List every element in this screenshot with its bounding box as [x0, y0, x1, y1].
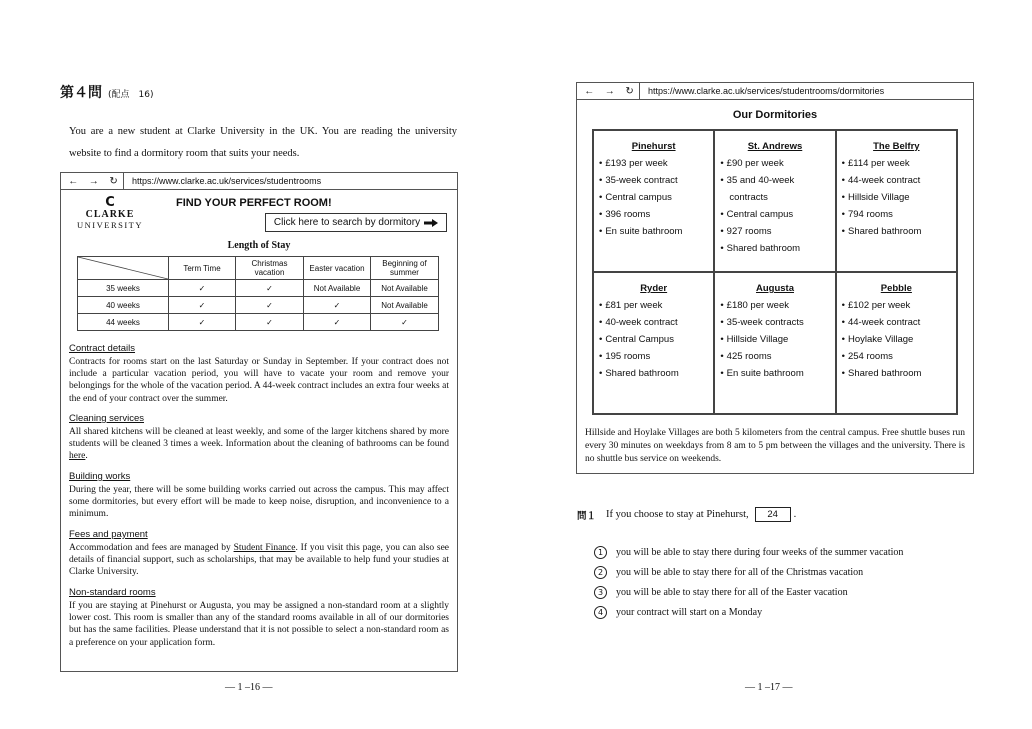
- table-cell: ✓: [169, 280, 236, 297]
- dormitory-name: Ryder: [640, 283, 668, 294]
- list-item: • 44-week contract: [842, 314, 956, 331]
- list-item: • Shared bathroom: [842, 365, 956, 382]
- dormitories-title: Our Dormitories: [732, 109, 818, 121]
- answer-box[interactable]: 24: [755, 507, 791, 522]
- dormitory-features: [720, 297, 834, 382]
- intro-text: You are a new student at Clarke University in the UK. You are reading the university website to find a dormitory room that suits your needs.: [69, 126, 457, 159]
- list-item: • 35-week contract: [599, 172, 713, 189]
- list-item: • £193 per week: [599, 155, 713, 172]
- question-1: [577, 507, 796, 522]
- body-text-end: .: [85, 451, 88, 462]
- section-body: During the year, there will be some building works carried out across the campus. This may affect some dormitories, but every effort will be made to keep noise, disruption, and inconvenience to a minimum.: [69, 485, 449, 520]
- option-number: 1: [594, 546, 607, 559]
- dormitory-name: St. Andrews: [747, 141, 803, 152]
- question-heading: [60, 82, 153, 102]
- browser-window-dormitories: [576, 82, 974, 474]
- question-text: If you choose to stay at Pinehurst,: [606, 509, 749, 520]
- list-item: • Shared bathroom: [720, 240, 834, 257]
- clarke-university-logo: [75, 197, 145, 230]
- browser-nav: [577, 86, 639, 97]
- table-cell: ✓: [169, 314, 236, 331]
- table-cell: ✓: [371, 314, 439, 331]
- page-number-left: — 1 –16 —: [225, 682, 273, 693]
- table-cell: ✓: [236, 280, 304, 297]
- option-text: your contract will start on a Monday: [616, 607, 763, 618]
- dormitory-card: [836, 272, 957, 414]
- option-text: you will be able to stay there during four weeks of the summer vacation: [616, 547, 904, 558]
- reload-icon[interactable]: ↻: [109, 175, 118, 187]
- dormitory-name: The Belfry: [873, 141, 920, 152]
- list-item: • 44-week contract: [842, 172, 956, 189]
- list-item: • 35 and 40-week contracts: [720, 172, 834, 206]
- diagonal-line: [78, 257, 168, 279]
- section-body: [69, 542, 449, 579]
- question-tail: .: [793, 509, 797, 520]
- url-field[interactable]: https://www.clarke.ac.uk/services/studentrooms: [132, 176, 322, 186]
- body-text-end: . If you visit this page, you can also see details of financial support, such as scholarships, that may be available to help fund your studies at Clarke University.: [69, 543, 450, 578]
- table-corner-cell: [78, 257, 169, 280]
- table-row: [78, 314, 439, 331]
- list-item: • 425 rooms: [720, 348, 834, 365]
- table-cell: Not Available: [371, 280, 439, 297]
- dormitories-grid: [592, 129, 958, 415]
- table-cell: ✓: [169, 297, 236, 314]
- section-body: Contracts for rooms start on the last Saturday or Sunday in September. If your contract does not include a particular vacation period, you will have to vacate your room and remove your belongings for the whole of the vacation period. A 44-week contract includes an extra four weeks at the end of your contract over the summer.: [69, 357, 449, 404]
- section-fees-payment: [69, 529, 449, 579]
- here-link[interactable]: here: [69, 451, 86, 462]
- list-item: • £90 per week: [720, 155, 834, 172]
- option-3[interactable]: [594, 586, 848, 599]
- search-by-dormitory-button[interactable]: [265, 213, 447, 232]
- section-non-standard-rooms: [69, 587, 449, 649]
- section-cleaning-services: [69, 413, 449, 463]
- list-item: • Shared bathroom: [842, 223, 956, 240]
- row-label: 44 weeks: [78, 314, 169, 331]
- student-finance-link[interactable]: Student Finance: [233, 543, 296, 553]
- dormitory-features: [720, 155, 834, 257]
- list-item: • Shared bathroom: [599, 365, 713, 382]
- question-number: 第４問: [60, 85, 102, 101]
- forward-arrow-icon[interactable]: →: [604, 85, 615, 97]
- section-contract-details: [69, 343, 449, 405]
- section-body: [69, 426, 449, 463]
- list-item: • 794 rooms: [842, 206, 956, 223]
- list-item: • Central campus: [720, 206, 834, 223]
- table-cell: ✓: [236, 297, 304, 314]
- body-text: Accommodation and fees are managed by: [69, 543, 234, 553]
- length-of-stay-table: [77, 256, 439, 331]
- body-text: All shared kitchens will be cleaned at least weekly, and some of the larger kitchens shared by more students will be cleaned 3 times a week. Information about the cleaning of bathrooms can be found: [69, 427, 449, 450]
- list-item: • Hoylake Village: [842, 331, 956, 348]
- dormitory-card: [714, 272, 835, 414]
- col-header-term-time: Term Time: [169, 257, 236, 280]
- table-cell: ✓: [304, 297, 371, 314]
- list-item: • £102 per week: [842, 297, 956, 314]
- dormitory-card: [836, 130, 957, 272]
- col-header-christmas: Christmas vacation: [236, 257, 304, 280]
- section-heading: Fees and payment: [69, 529, 148, 540]
- right-arrow-icon: [424, 219, 438, 227]
- list-item: • Hillside Village: [842, 189, 956, 206]
- reload-icon[interactable]: ↻: [625, 85, 634, 97]
- option-number: 2: [594, 566, 607, 579]
- back-arrow-icon[interactable]: ←: [68, 175, 79, 187]
- dormitory-features: [599, 155, 713, 240]
- row-label: 40 weeks: [78, 297, 169, 314]
- option-1[interactable]: [594, 546, 903, 559]
- list-item: • 254 rooms: [842, 348, 956, 365]
- points-label: (配点 16): [108, 90, 154, 100]
- option-number: 4: [594, 606, 607, 619]
- url-field[interactable]: https://www.clarke.ac.uk/services/studentrooms/dormitories: [648, 86, 885, 96]
- address-bar: [61, 173, 457, 190]
- option-text: you will be able to stay there for all of the Christmas vacation: [616, 567, 864, 578]
- search-button-label: Click here to search by dormitory: [273, 217, 421, 228]
- col-header-easter: Easter vacation: [304, 257, 371, 280]
- dormitory-card: [593, 130, 714, 272]
- section-body: If you are staying at Pinehurst or Augusta, you may be assigned a non-standard room at a slightly lower cost. This room is smaller than any of the standard rooms available in all of our dormitories but has the same facilities. Please understand that it is not possible to select a non-standard room as a preference on your application form.: [69, 601, 449, 648]
- address-bar: [577, 83, 973, 100]
- dormitory-name: Augusta: [755, 283, 794, 294]
- logo-line-2: UNIVERSITY: [77, 220, 143, 230]
- table-cell: ✓: [304, 314, 371, 331]
- section-heading: Contract details: [69, 343, 136, 354]
- table-cell: Not Available: [371, 297, 439, 314]
- dormitory-card: [593, 272, 714, 414]
- list-item: • Central Campus: [599, 331, 713, 348]
- question-number: 問１: [577, 510, 597, 522]
- dormitory-name: Pinehurst: [631, 141, 676, 152]
- section-heading: Cleaning services: [69, 413, 144, 424]
- find-room-title: FIND YOUR PERFECT ROOM!: [176, 197, 332, 209]
- table-header-row: [78, 257, 439, 280]
- table-cell: Not Available: [304, 280, 371, 297]
- list-item: • Hillside Village: [720, 331, 834, 348]
- list-item: • 40-week contract: [599, 314, 713, 331]
- list-item: • £180 per week: [720, 297, 834, 314]
- back-arrow-icon[interactable]: ←: [584, 85, 595, 97]
- row-label: 35 weeks: [78, 280, 169, 297]
- list-item: • Central campus: [599, 189, 713, 206]
- table-cell: ✓: [236, 314, 304, 331]
- option-number: 3: [594, 586, 607, 599]
- dormitory-features: [842, 155, 956, 240]
- list-item: • 195 rooms: [599, 348, 713, 365]
- dormitory-card: [714, 130, 835, 272]
- dormitory-name: Pebble: [880, 283, 912, 294]
- option-2[interactable]: [594, 566, 863, 579]
- dormitory-features: [842, 297, 956, 382]
- forward-arrow-icon[interactable]: →: [88, 175, 99, 187]
- browser-window-studentrooms: [60, 172, 458, 672]
- shuttle-note: Hillside and Hoylake Villages are both 5 kilometers from the central campus. Free shuttle buses run every 30 minutes on weekdays from 8 am to 5 pm between the villages and the university. There is no shuttle bus service on weekends.: [585, 428, 965, 464]
- section-heading: Building works: [69, 471, 131, 482]
- list-item: • En suite bathroom: [720, 365, 834, 382]
- logo-line-1: CLARKE: [85, 209, 135, 220]
- dormitory-features: [599, 297, 713, 382]
- section-heading: Non-standard rooms: [69, 587, 156, 598]
- logo-mark: C: [105, 195, 115, 210]
- option-4[interactable]: [594, 606, 762, 619]
- option-text: you will be able to stay there for all of the Easter vacation: [616, 587, 848, 598]
- list-item: • 35-week contracts: [720, 314, 834, 331]
- page-number-right: — 1 –17 —: [745, 682, 793, 693]
- list-item: • £81 per week: [599, 297, 713, 314]
- section-building-works: [69, 471, 449, 521]
- col-header-summer: Beginning of summer: [371, 257, 439, 280]
- length-of-stay-title: Length of Stay: [227, 240, 291, 251]
- list-item: • 927 rooms: [720, 223, 834, 240]
- list-item: • 396 rooms: [599, 206, 713, 223]
- table-row: [78, 280, 439, 297]
- browser-nav: [61, 176, 123, 187]
- list-item: • En suite bathroom: [599, 223, 713, 240]
- table-row: [78, 297, 439, 314]
- list-item: • £114 per week: [842, 155, 956, 172]
